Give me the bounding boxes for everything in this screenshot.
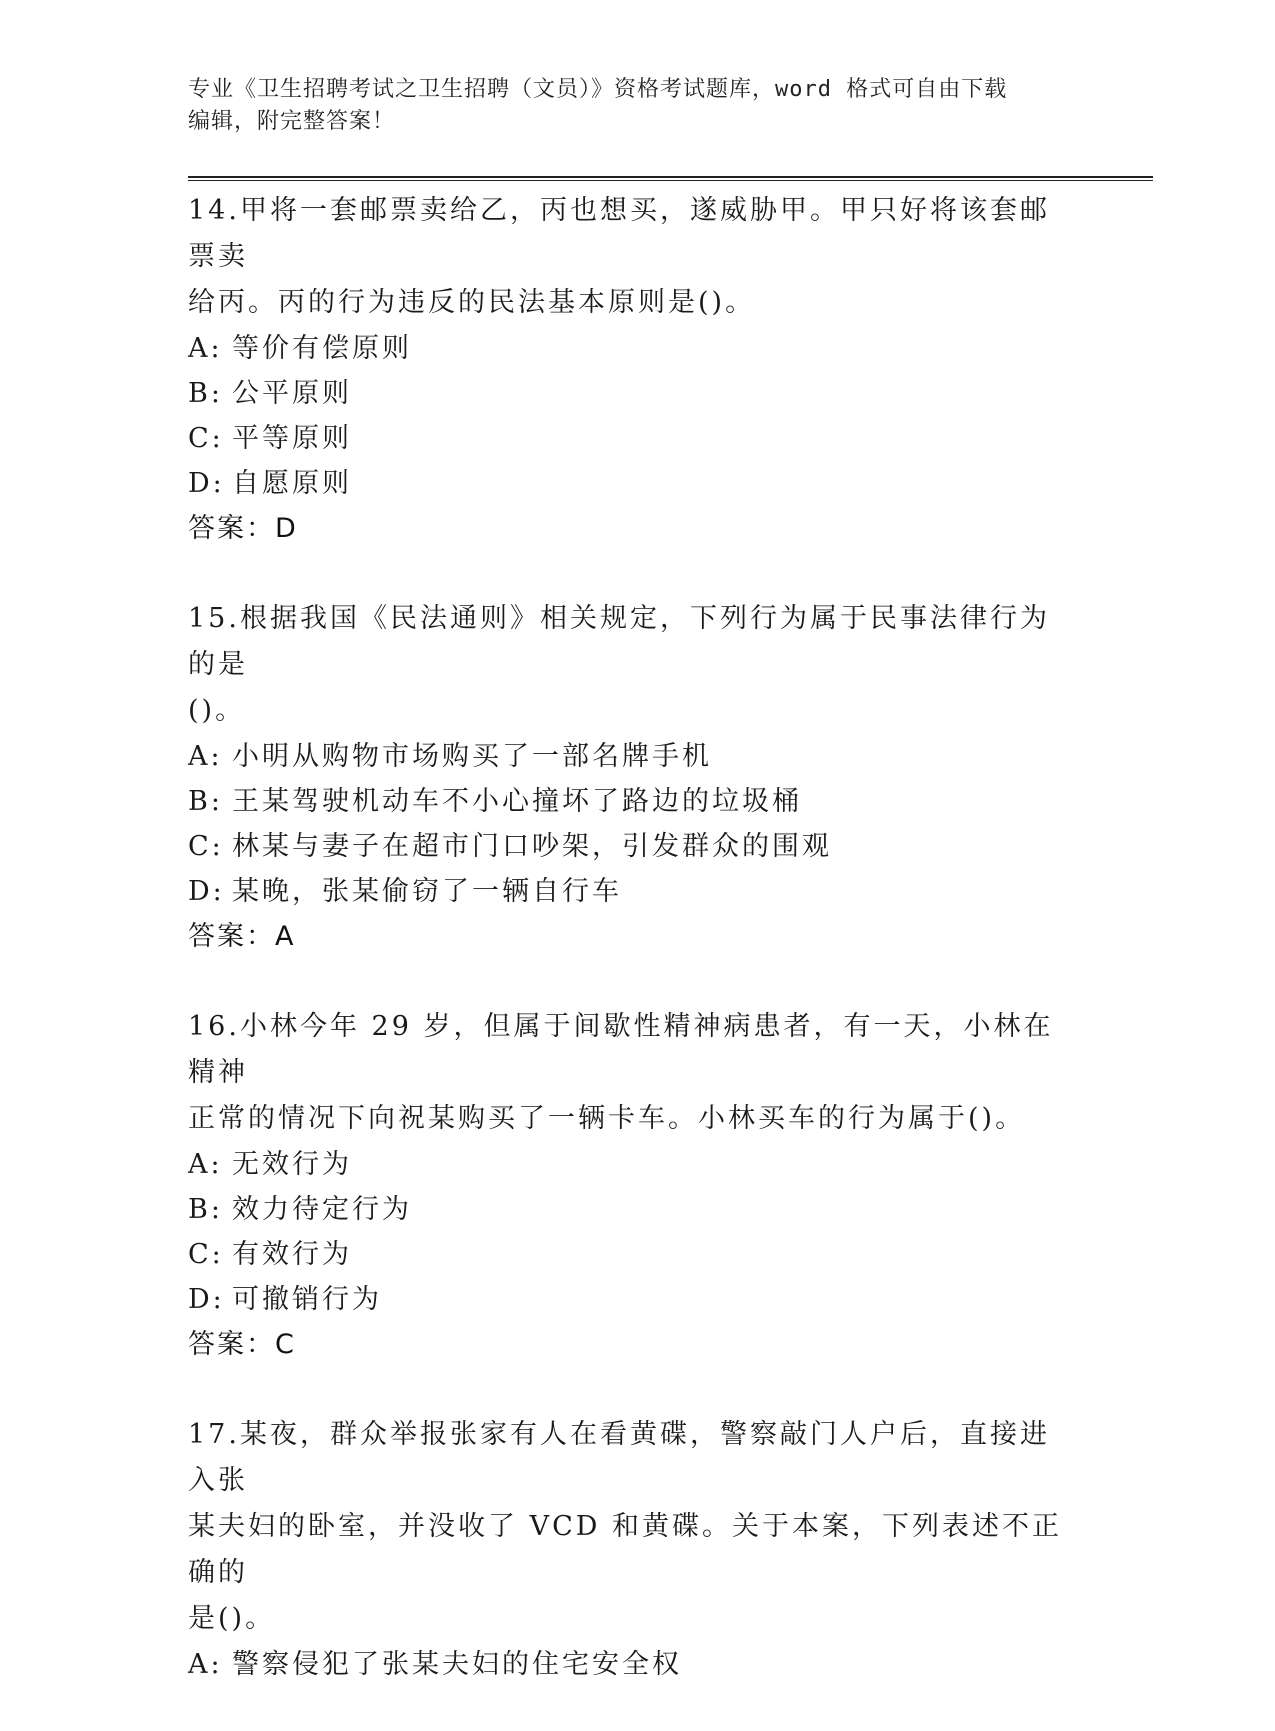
header-line-1: 专业《卫生招聘考试之卫生招聘（文员）》资格考试题库，word 格式可自由下载 bbox=[188, 77, 1008, 102]
option-text: 公平原则 bbox=[232, 378, 352, 409]
option-text: 效力待定行为 bbox=[232, 1194, 412, 1225]
option-text: 警察侵犯了张某夫妇的住宅安全权 bbox=[232, 1649, 682, 1680]
option-text: 无效行为 bbox=[232, 1149, 352, 1180]
answer-line: 答案：D bbox=[188, 513, 298, 544]
option-key: A: bbox=[188, 1149, 223, 1180]
question-15 bbox=[188, 596, 1078, 960]
option-key: A: bbox=[188, 1649, 223, 1680]
option-key: A: bbox=[188, 333, 223, 364]
option-text: 某晚，张某偷窃了一辆自行车 bbox=[232, 876, 622, 907]
question-stem-line: ()。 bbox=[188, 695, 246, 726]
option-text: 王某驾驶机动车不小心撞坏了路边的垃圾桶 bbox=[232, 786, 802, 817]
option-key: C: bbox=[188, 1239, 224, 1270]
option-key: A: bbox=[188, 741, 223, 772]
question-list bbox=[188, 188, 1078, 1731]
option-c bbox=[188, 824, 1078, 869]
question-16 bbox=[188, 1004, 1078, 1368]
option-text: 可撤销行为 bbox=[232, 1284, 382, 1315]
option-d bbox=[188, 869, 1078, 914]
question-stem-line: 17.某夜，群众举报张家有人在看黄碟，警察敲门人户后，直接进入张 bbox=[188, 1419, 1050, 1496]
answer-line: 答案：C bbox=[188, 1329, 296, 1360]
header-divider-thick bbox=[188, 176, 1153, 178]
option-a bbox=[188, 734, 1078, 779]
document-header bbox=[188, 74, 1088, 138]
question-stem-line: 给丙。丙的行为违反的民法基本原则是()。 bbox=[188, 287, 756, 318]
question-stem-line: 16.小林今年 29 岁，但属于间歇性精神病患者，有一天，小林在精神 bbox=[188, 1011, 1054, 1088]
question-stem-line: 15.根据我国《民法通则》相关规定，下列行为属于民事法律行为的是 bbox=[188, 603, 1050, 680]
header-line-2: 编辑，附完整答案！ bbox=[188, 109, 396, 134]
question-stem-line: 是()。 bbox=[188, 1603, 276, 1634]
option-text: 有效行为 bbox=[232, 1239, 352, 1270]
option-text: 平等原则 bbox=[232, 423, 352, 454]
option-d bbox=[188, 1277, 1078, 1322]
option-a bbox=[188, 1642, 1078, 1687]
option-b bbox=[188, 779, 1078, 824]
option-text: 小明从购物市场购买了一部名牌手机 bbox=[232, 741, 712, 772]
answer-line: 答案：A bbox=[188, 921, 296, 952]
option-key: C: bbox=[188, 423, 224, 454]
option-b bbox=[188, 371, 1078, 416]
option-key: D: bbox=[188, 876, 225, 907]
option-d bbox=[188, 461, 1078, 506]
option-key: B: bbox=[188, 1194, 223, 1225]
option-text: 林某与妻子在超市门口吵架，引发群众的围观 bbox=[232, 831, 832, 862]
question-17 bbox=[188, 1412, 1078, 1687]
option-key: D: bbox=[188, 468, 225, 499]
question-14 bbox=[188, 188, 1078, 552]
option-key: D: bbox=[188, 1284, 225, 1315]
option-a bbox=[188, 326, 1078, 371]
header-divider bbox=[188, 176, 1153, 182]
question-stem-line: 正常的情况下向祝某购买了一辆卡车。小林买车的行为属于()。 bbox=[188, 1103, 1026, 1134]
option-text: 等价有偿原则 bbox=[232, 333, 412, 364]
option-c bbox=[188, 1232, 1078, 1277]
header-divider-thin bbox=[188, 180, 1153, 181]
question-stem-line: 14.甲将一套邮票卖给乙，丙也想买，遂威胁甲。甲只好将该套邮票卖 bbox=[188, 195, 1050, 272]
option-text: 自愿原则 bbox=[232, 468, 352, 499]
option-c bbox=[188, 416, 1078, 461]
option-key: B: bbox=[188, 378, 223, 409]
option-b bbox=[188, 1187, 1078, 1232]
question-stem-line: 某夫妇的卧室，并没收了 VCD 和黄碟。关于本案，下列表述不正确的 bbox=[188, 1511, 1062, 1588]
option-key: B: bbox=[188, 786, 223, 817]
option-key: C: bbox=[188, 831, 224, 862]
option-a bbox=[188, 1142, 1078, 1187]
